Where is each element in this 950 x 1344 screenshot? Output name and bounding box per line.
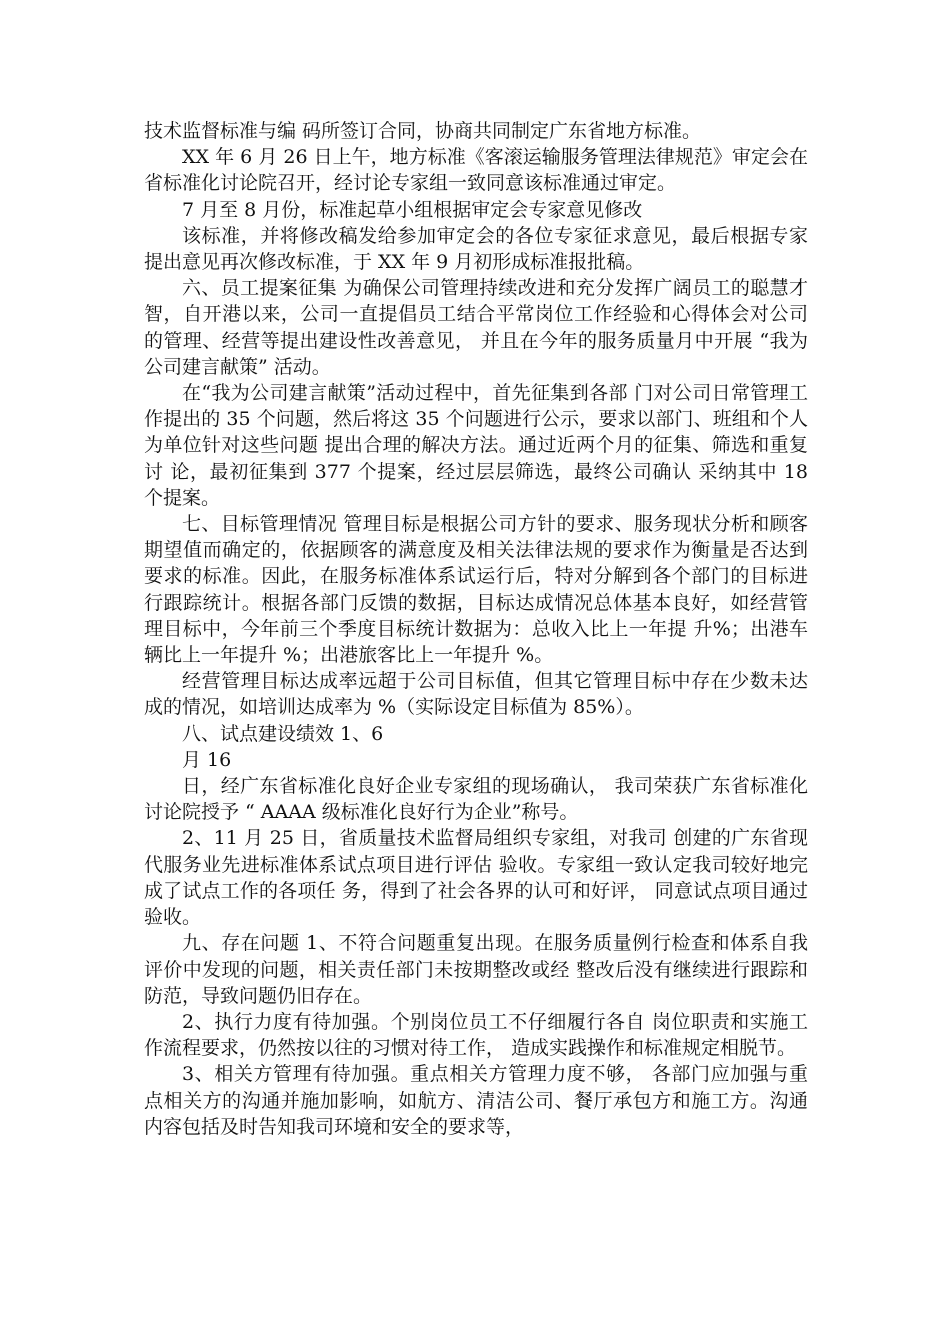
paragraph-02: XX 年 6 月 26 日上午，地方标准《客滚运输服务管理法律规范》审定会在省标准化讨论院召开，经讨论专家组一致同意该标准通过审定。 bbox=[144, 146, 808, 195]
document-page bbox=[144, 118, 808, 1140]
paragraph-08: 经营管理目标达成率远超于公司目标值，但其它管理目标中存在少数未达成的情况，如培训达成率为 %（实际设定目标值为 85%）。 bbox=[144, 670, 808, 719]
paragraph-13: 九、存在问题 1、不符合问题重复出现。在服务质量例行检查和体系自我评价中发现的问题，相关责任部门未按期整改或经 整改后没有继续进行跟踪和防范，导致问题仍旧存在。 bbox=[144, 932, 808, 1007]
paragraph-12: 2、11 月 25 日，省质量技术监督局组织专家组，对我司 创建的广东省现代服务业先进标准体系试点项目进行评估 验收。专家组一致认定我司较好地完成了试点工作的各项任 务，得到了社会各界的认可和好评， 同意试点项目通过验收。 bbox=[144, 827, 808, 929]
paragraph-11: 日，经广东省标准化良好企业专家组的现场确认， 我司荣获广东省标准化讨论院授予 “ AAAA 级标准化良好行为企业”称号。 bbox=[144, 775, 808, 824]
paragraph-06: 在“我为公司建言献策”活动过程中，首先征集到各部 门对公司日常管理工作提出的 35 个问题，然后将这 35 个问题进行公示，要求以部门、班组和个人为单位针对这些问题 提出合理的解决方法。通过近两个月的征集、筛选和重复讨 论，最初征集到 377 个提案，经过层层筛选，最终公司确认 采纳其中 18 个提案。 bbox=[144, 382, 808, 509]
paragraph-10: 月 16 bbox=[182, 748, 232, 771]
paragraph-03: 7 月至 8 月份，标准起草小组根据审定会专家意见修改 bbox=[182, 198, 643, 221]
paragraph-09: 八、试点建设绩效 1、6 bbox=[182, 722, 384, 745]
paragraph-15: 3、相关方管理有待加强。重点相关方管理力度不够， 各部门应加强与重点相关方的沟通并施加影响，如航方、清洁公司、餐厅承包方和施工方。沟通内容包括及时告知我司环境和安全的要求等， bbox=[144, 1063, 808, 1138]
paragraph-01: 技术监督标准与编 码所签订合同，协商共同制定广东省地方标准。 bbox=[144, 120, 702, 142]
paragraph-04: 该标准，并将修改稿发给参加审定会的各位专家征求意见，最后根据专家提出意见再次修改标准，于 XX 年 9 月初形成标准报批稿。 bbox=[144, 224, 808, 274]
paragraph-14: 2、执行力度有待加强。个别岗位员工不仔细履行各自 岗位职责和实施工作流程要求，仍然按以往的习惯对待工作， 造成实践操作和标准规定相脱节。 bbox=[144, 1010, 808, 1060]
paragraph-07: 七、目标管理情况 管理目标是根据公司方针的要求、服务现状分析和顾客期望值而确定的，依据顾客的满意度及相关法律法规的要求作为衡量是否达到要求的标准。因此，在服务标准体系试运行后，特对分解到各个部门的目标进行跟踪统计。根据各部门反馈的数据，目标达成情况总体基本良好，如经营管理目标中，今年前三个季度目标统计数据为：总收入比上一年提 升%；出港车辆比上一年提升 %；出港旅客比上一年提升 %。 bbox=[144, 513, 808, 667]
paragraph-05: 六、员工提案征集 为确保公司管理持续改进和充分发挥广阔员工的聪慧才智，自开港以来，公司一直提倡员工结合平常岗位工作经验和心得体会对公司的管理、经营等提出建设性改善意见， 并且在今年的服务质量月中开展 “我为公司建言献策” 活动。 bbox=[144, 277, 808, 378]
